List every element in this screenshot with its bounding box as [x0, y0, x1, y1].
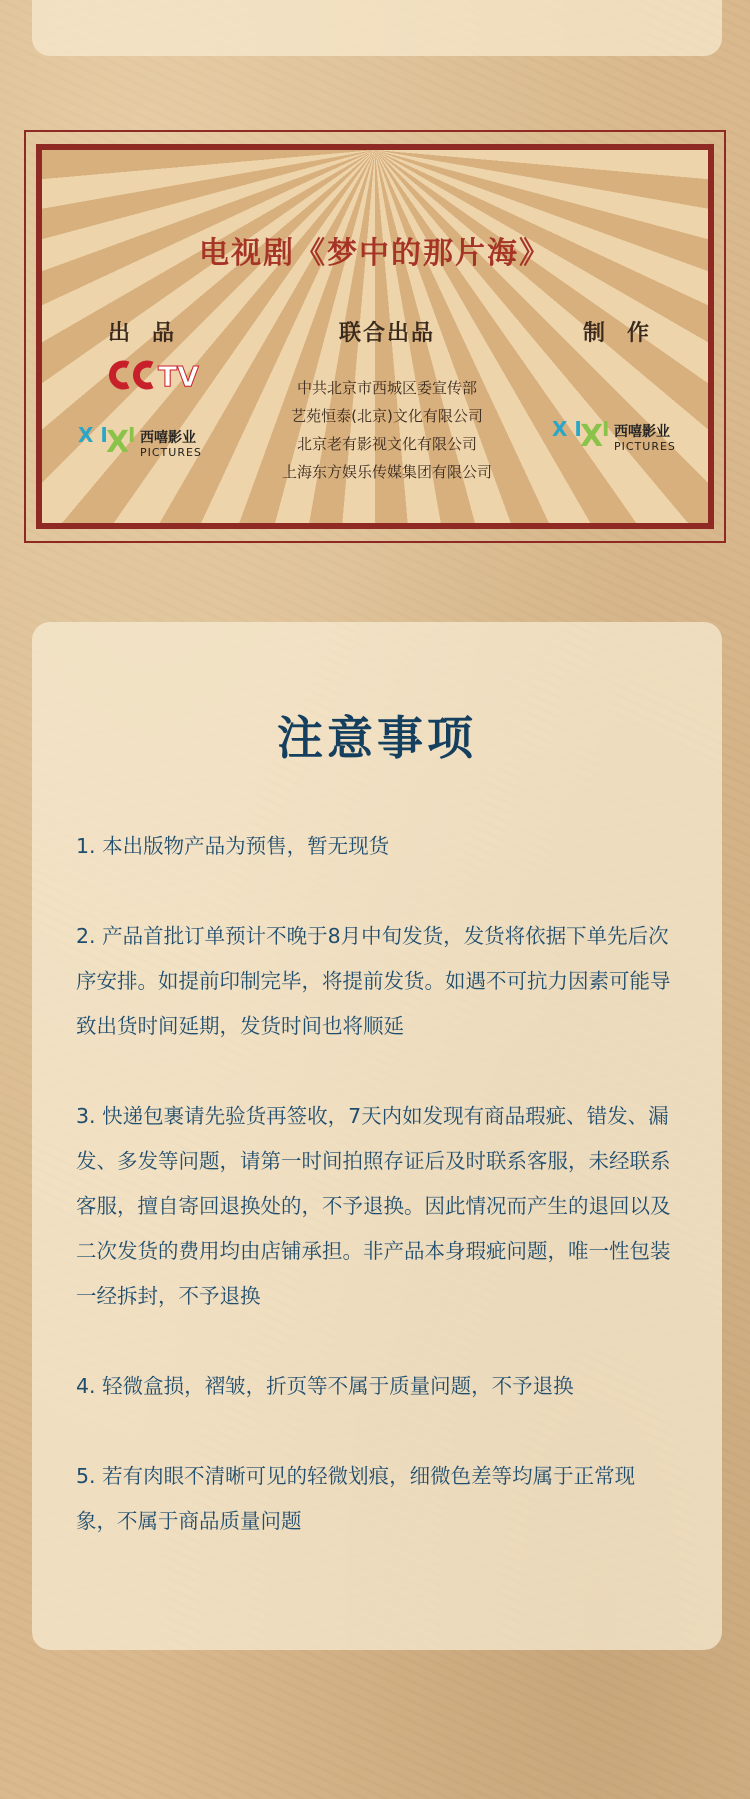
- notice-item-5: 5. 若有肉眼不清晰可见的轻微划痕，细微色差等均属于正常现象，不属于商品质量问题: [76, 1464, 636, 1533]
- xixi-pictures-logo-left: [78, 412, 218, 466]
- svg-text:I: I: [128, 423, 136, 447]
- svg-text:X: X: [106, 425, 130, 460]
- co-producer-item: 中共北京市西城区委宣传部: [296, 379, 477, 397]
- svg-text:西嘻影业: 西嘻影业: [614, 424, 670, 440]
- xixi-pictures-logo-right: [552, 406, 692, 460]
- notice-item-2: 2. 产品首批订单预计不晚于8月中旬发货，发货将依据下单先后次序安排。如提前印制完毕，将提前发货。如遇不可抗力因素可能导致出货时间延期，发货时间也将顺延: [76, 924, 671, 1038]
- xixi-cn-label: 西嘻影业: [140, 430, 196, 446]
- svg-text:PICTURES: PICTURES: [614, 440, 676, 453]
- co-producer-item: 北京老有影视文化有限公司: [296, 435, 477, 453]
- notice-list: [76, 824, 676, 1589]
- top-card: [32, 0, 722, 56]
- cctv-logo: [104, 358, 212, 392]
- drama-title: 电视剧《梦中的那片海》: [199, 236, 551, 271]
- credits-panel: [24, 130, 726, 543]
- co-producer-list: [242, 374, 532, 486]
- producer-heading: 出品: [107, 321, 196, 346]
- notice-title: 注意事项: [277, 711, 477, 765]
- production-heading: 制作: [582, 321, 671, 346]
- notice-item-1: 1. 本出版物产品为预售，暂无现货: [76, 834, 390, 858]
- co-producer-item: 上海东方娱乐传媒集团有限公司: [281, 463, 492, 481]
- svg-text:X I: X I: [78, 423, 108, 447]
- svg-text:X: X: [580, 419, 604, 454]
- credits-frame: [36, 144, 714, 529]
- notice-item-4: 4. 轻微盒损，褶皱，折页等不属于质量问题，不予退换: [76, 1374, 574, 1398]
- notice-item-3: 3. 快递包裹请先验货再签收，7天内如发现有商品瑕疵、错发、漏发、多发等问题，请第一时间拍照存证后及时联系客服，未经联系客服，擅自寄回退换处的，不予退换。因此情况而产生的退回以及二次发货的费用均由店铺承担。非产品本身瑕疵问题，唯一性包装一经拆封，不予退换: [76, 1104, 671, 1308]
- svg-text:I: I: [602, 417, 610, 441]
- notice-card: [32, 622, 722, 1650]
- co-producer-item: 艺苑恒泰(北京)文化有限公司: [291, 407, 483, 425]
- co-producer-heading: 联合出品: [338, 321, 435, 346]
- svg-text:TV: TV: [158, 360, 199, 392]
- svg-text:X I: X I: [552, 417, 582, 441]
- svg-text:PICTURES: PICTURES: [140, 446, 202, 459]
